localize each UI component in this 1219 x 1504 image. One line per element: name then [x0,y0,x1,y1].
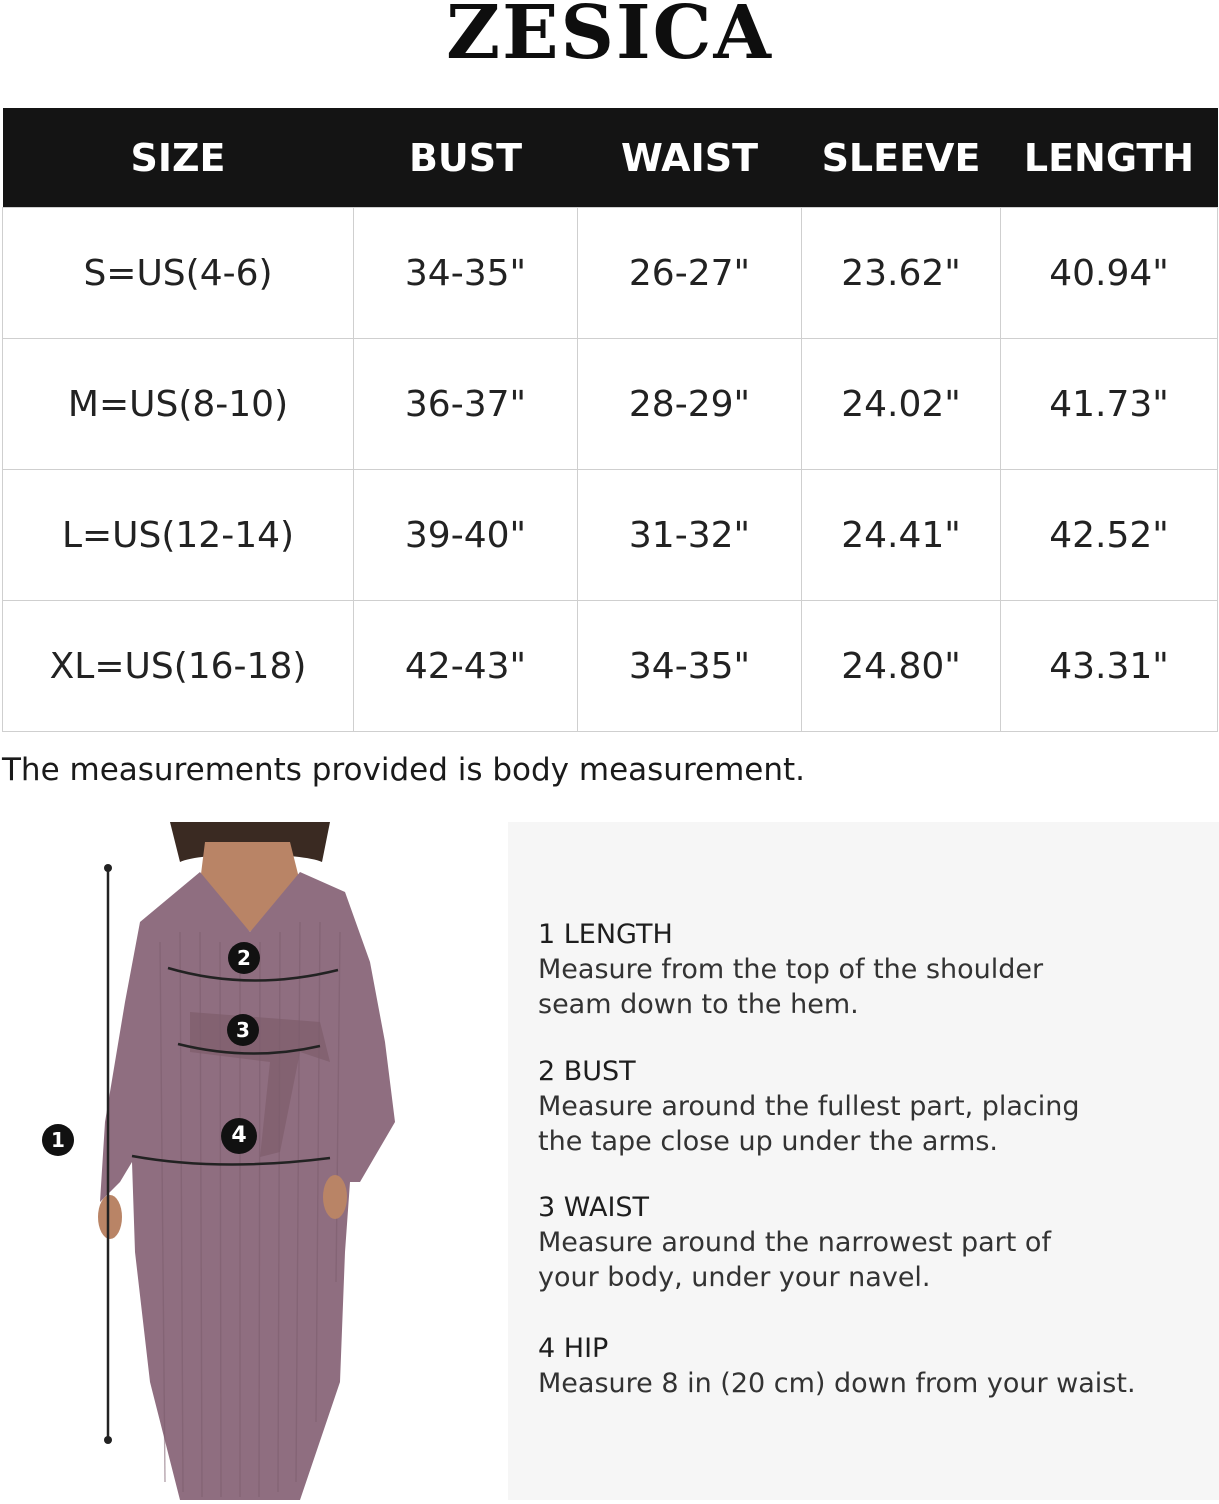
measurement-note: The measurements provided is body measurement. [2,752,806,788]
cell-waist: 31-32" [578,470,802,601]
guide-title: 1 LENGTH [538,919,673,950]
measurement-guide [508,822,1219,1500]
guide-desc-line: Measure around the fullest part, placing [538,1091,1080,1122]
header-size: SIZE [3,108,354,208]
guide-desc-line: your body, under your navel. [538,1262,931,1293]
guide-desc-line: Measure around the narrowest part of [538,1227,1051,1258]
table-row [3,339,1218,470]
guide-hip [538,1332,1198,1401]
cell-length: 42.52" [1001,470,1218,601]
model-figure [0,822,480,1500]
cell-bust: 42-43" [354,601,578,732]
table-row [3,601,1218,732]
cell-sleeve: 24.41" [802,470,1001,601]
cell-bust: 34-35" [354,208,578,339]
guide-waist [538,1191,1198,1295]
dress-illustration [0,822,480,1500]
header-length: LENGTH [1001,108,1218,208]
guide-title: 4 HIP [538,1333,609,1364]
cell-bust: 36-37" [354,339,578,470]
table-row [3,470,1218,601]
cell-length: 41.73" [1001,339,1218,470]
table-header-row [3,108,1218,208]
marker-3: 3 [227,1014,259,1046]
cell-size: XL=US(16-18) [3,601,354,732]
guide-title: 2 BUST [538,1056,636,1087]
guide-desc-line: Measure 8 in (20 cm) down from your waist. [538,1368,1136,1399]
guide-desc-line: seam down to the hem. [538,989,859,1020]
cell-sleeve: 24.80" [802,601,1001,732]
cell-length: 40.94" [1001,208,1218,339]
marker-4: 4 [221,1118,257,1154]
cell-waist: 34-35" [578,601,802,732]
cell-length: 43.31" [1001,601,1218,732]
cell-sleeve: 23.62" [802,208,1001,339]
guide-desc-line: the tape close up under the arms. [538,1126,998,1157]
header-waist: WAIST [578,108,802,208]
brand-logo: ZESICA [446,0,773,76]
header-bust: BUST [354,108,578,208]
guide-length [538,918,1198,1022]
cell-bust: 39-40" [354,470,578,601]
cell-size: L=US(12-14) [3,470,354,601]
guide-bust [538,1055,1198,1159]
size-chart-table [2,108,1218,732]
table-row [3,208,1218,339]
header-sleeve: SLEEVE [802,108,1001,208]
cell-size: M=US(8-10) [3,339,354,470]
cell-waist: 28-29" [578,339,802,470]
guide-title: 3 WAIST [538,1192,650,1223]
cell-size: S=US(4-6) [3,208,354,339]
cell-sleeve: 24.02" [802,339,1001,470]
guide-desc-line: Measure from the top of the shoulder [538,954,1044,985]
marker-1: 1 [42,1124,74,1156]
cell-waist: 26-27" [578,208,802,339]
marker-2: 2 [228,942,260,974]
